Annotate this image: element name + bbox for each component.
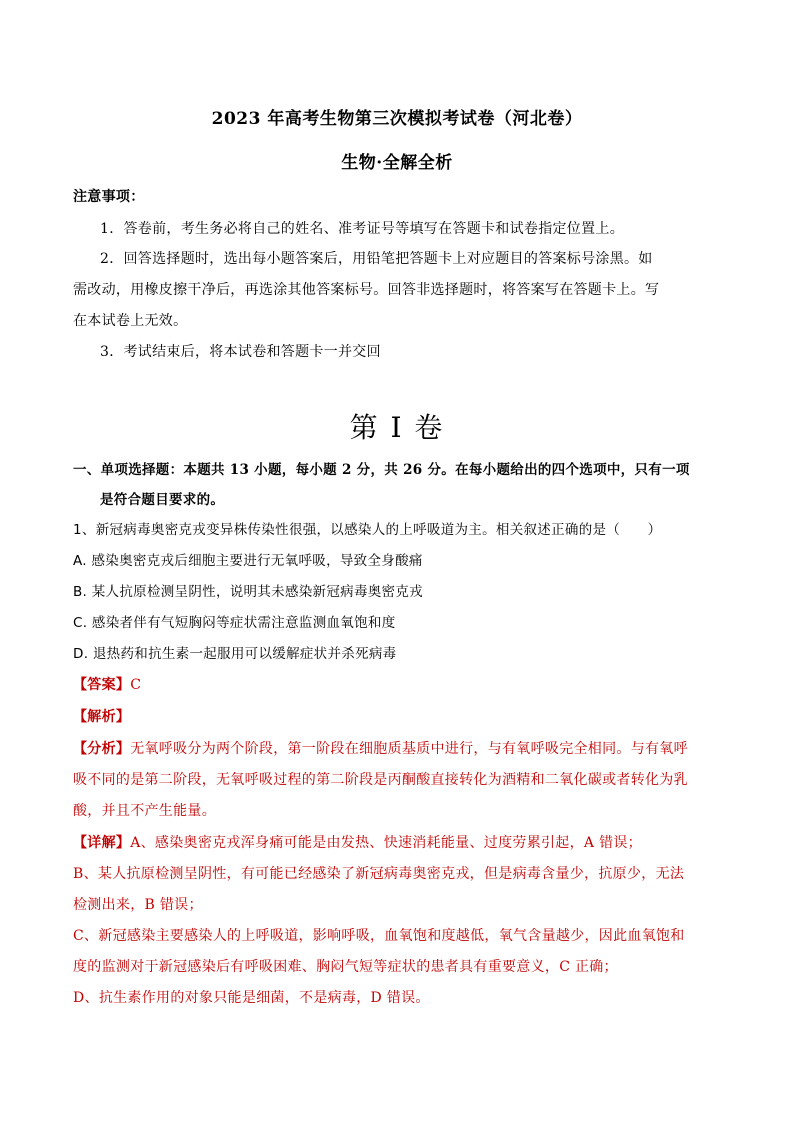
option-b: B. 某人抗原检测呈阴性，说明其未感染新冠病毒奥密克戎 [73, 584, 423, 600]
exam-title: 2023 年高考生物第三次模拟考试卷（河北卷） [211, 109, 583, 129]
analysis-line-3: 酸，并且不产生能量。 [73, 803, 216, 819]
notice-heading: 注意事项： [73, 189, 145, 205]
notice-item-1: 1．答卷前，考生务必将自己的姓名、准考证号等填写在答题卡和试卷指定位置上。 [100, 221, 625, 237]
detail-line-d: D、抗生素作用的对象只能是细菌，不是病毒，D 错误。 [73, 990, 430, 1006]
section-heading: 第 I 卷 [349, 411, 445, 444]
notice-item-2-line-3: 在本试卷上无效。 [73, 313, 188, 329]
option-a: A. 感染奥密克戎后细胞主要进行无氧呼吸，导致全身酸痛 [73, 553, 423, 569]
analysis-line-1 [73, 738, 688, 758]
section-instructions-line-1: 一、单项选择题：本题共 13 小题，每小题 2 分，共 26 分。在每小题给出的四个选项中，只有一项 [73, 462, 690, 478]
notice-item-3: 3．考试结束后，将本试卷和答题卡一并交回 [100, 344, 381, 360]
analysis-text-1: 无氧呼吸分为两个阶段，第一阶段在细胞质基质中进行，与有氧呼吸完全相同。与有氧呼 [130, 741, 688, 757]
notice-item-2-line-1: 2．回答选择题时，选出每小题答案后，用铅笔把答题卡上对应题目的答案标号涂黑。如 [100, 251, 653, 267]
option-c: C. 感染者伴有气短胸闷等症状需注意监测血氧饱和度 [73, 615, 396, 631]
section-instructions-line-2: 是符合题目要求的。 [100, 492, 225, 508]
detail-line-c1: C、新冠感染主要感染人的上呼吸道，影响呼吸，血氧饱和度越低，氧气含量越少，因此血氧饱和 [73, 928, 685, 944]
detail-line-b1: B、某人抗原检测呈阴性，有可能已经感染了新冠病毒奥密克戎，但是病毒含量少，抗原少，无法 [73, 866, 685, 882]
analysis-tag: 【分析】 [73, 741, 131, 757]
analysis-line-2: 吸不同的是第二阶段，无氧呼吸过程的第二阶段是丙酮酸直接转化为酒精和二氧化碳或者转化为乳 [73, 772, 688, 788]
answer-value: C [130, 677, 142, 693]
detail-line-b2: 检测出来，B 错误； [73, 897, 203, 913]
detail-line-a [73, 832, 642, 852]
answer-row [73, 674, 141, 694]
detail-line-c2: 度的监测对于新冠感染后有呼吸困难、胸闷气短等症状的患者具有重要意义，C 正确； [73, 959, 618, 975]
notice-item-2-line-2: 需改动，用橡皮擦干净后，再选涂其他答案标号。回答非选择题时，将答案写在答题卡上。写 [73, 282, 660, 298]
answer-label: 【答案】 [73, 677, 131, 693]
detail-tag: 【详解】 [73, 835, 131, 851]
exam-subtitle: 生物·全解全析 [341, 153, 453, 173]
option-d: D. 退热药和抗生素一起服用可以缓解症状并杀死病毒 [73, 646, 397, 662]
jiexi-label: 【解析】 [73, 709, 131, 725]
question-stem: 1、新冠病毒奥密克戎变异株传染性很强，以感染人的上呼吸道为主。相关叙述正确的是（ ） [73, 522, 662, 538]
detail-text-a: A、感染奥密克戎浑身痛可能是由发热、快速消耗能量、过度劳累引起，A 错误； [130, 835, 642, 851]
